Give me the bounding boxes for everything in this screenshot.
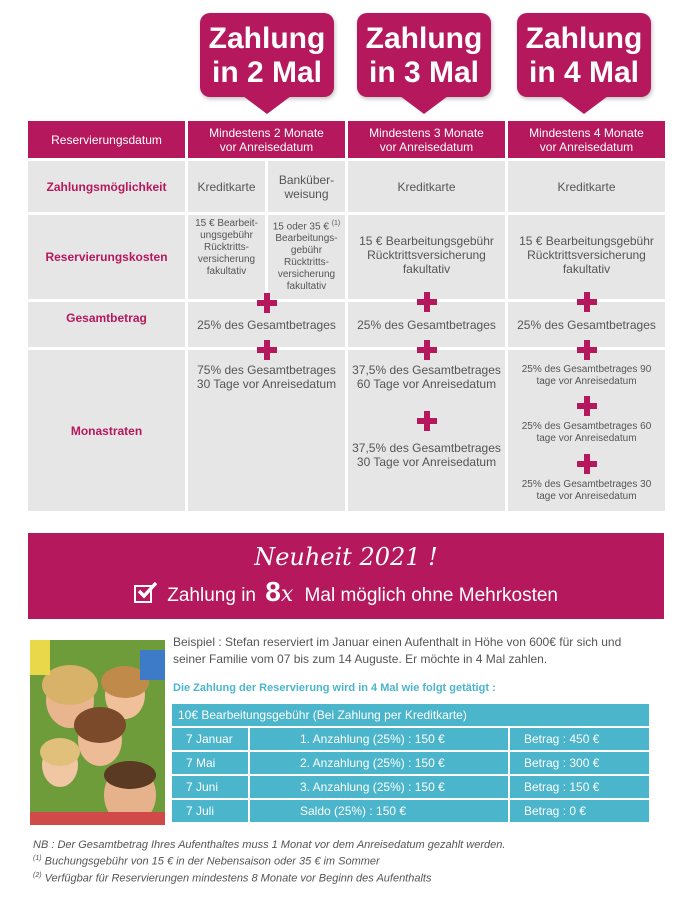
plan-badge-line2: in 4 Mal — [528, 56, 640, 89]
table-row — [172, 800, 649, 822]
zahlung-ueberweisung-2: Banküber-weisung — [268, 161, 345, 212]
gesamt-2: 25% des Gesamtbetrages — [188, 302, 345, 347]
row-label-gesamt: Gesamtbetrag — [28, 302, 185, 347]
plus-icon — [417, 411, 437, 431]
kosten-2b-prefix: 15 oder 35 € — [272, 221, 329, 233]
row-date: 7 Januar — [186, 732, 233, 746]
row-desc: Saldo (25%) : 150 € — [300, 804, 407, 818]
table-row — [172, 752, 649, 774]
plus-icon — [417, 292, 437, 312]
kosten-4: 15 € Bearbeitungsgebühr Rücktrittsversicherung fakultativ — [508, 215, 665, 299]
note-2 — [33, 872, 653, 885]
note-1-text: Buchungsgebühr von 15 € in der Nebensaison oder 35 € im Sommer — [44, 855, 380, 868]
monat-4a-text: 25% des Gesamtbetrages 90 tage vor Anreisedatum — [521, 364, 652, 387]
plus-icon — [257, 340, 277, 360]
header-col-4: Mindestens 4 Monate vor Anreisedatum — [508, 121, 665, 158]
banner-number: 8 — [265, 576, 281, 607]
plan-badge-line1: Zahlung — [208, 22, 326, 55]
banner-line — [28, 577, 664, 611]
note-2-text: Verfügbar für Reservierungen mindestens 8 Monate vor Beginn des Aufenthalts — [44, 872, 432, 885]
row-label-zahlung: Zahlungsmöglichkeit — [28, 161, 185, 212]
checkbox-icon — [134, 585, 152, 603]
header-label: Reservierungsdatum — [28, 121, 185, 158]
kosten-2a: 15 € Bearbeit-ungsgebühr Rücktritts-versicherung fakultativ — [188, 215, 265, 299]
zahlung-kreditkarte-3: Kreditkarte — [348, 161, 505, 212]
kosten-2b-sup: (1) — [331, 220, 341, 227]
example-subtitle: Die Zahlung der Reservierung wird in 4 Mal wie folgt getätigt : — [173, 682, 496, 694]
plus-icon — [577, 340, 597, 360]
monat-3a-text: 37,5% des Gesamtbetrages 60 Tage vor Anreisedatum — [352, 363, 501, 391]
plus-icon — [577, 454, 597, 474]
header-col-3: Mindestens 3 Monate vor Anreisedatum — [348, 121, 505, 158]
kosten-2b-rest: Bearbeitungs-gebühr Rücktritts-versicherung fakultativ — [275, 233, 338, 293]
plus-icon — [577, 292, 597, 312]
payment-header-text: 10€ Bearbeitungsgebühr (Bei Zahlung per Kreditkarte) — [178, 708, 467, 722]
monat-3b-text: 37,5% des Gesamtbetrages 30 Tage vor Anreisedatum — [352, 441, 501, 469]
monat-4c-text: 25% des Gesamtbetrages 30 tage vor Anreisedatum — [521, 479, 652, 502]
note-1-mark: (1) — [33, 855, 42, 862]
row-label-kosten: Reservierungskosten — [28, 215, 185, 299]
note-nb: NB : Der Gesamtbetrag Ihres Aufenthaltes muss 1 Monat vor dem Anreisedatum gezahlt werden. — [33, 839, 506, 851]
plan-badge-line1: Zahlung — [365, 22, 483, 55]
row-date: 7 Juni — [186, 780, 219, 794]
row-amount: Betrag : 450 € — [524, 732, 600, 746]
example-text: Beispiel : Stefan reserviert im Januar einen Aufenthalt in Höhe von 600€ für sich und seiner Familie vom 07 bis zum 14 Auguste. Er möchte in 4 Mal zahlen. — [173, 635, 622, 666]
row-date: 7 Juli — [186, 804, 215, 818]
zahlung-kreditkarte-2: Kreditkarte — [188, 161, 265, 212]
plan-badge-2 — [200, 13, 334, 97]
monat-4b-text: 25% des Gesamtbetrages 60 tage vor Anreisedatum — [521, 421, 652, 444]
family-photo — [30, 640, 165, 825]
banner-text-before: Zahlung in — [167, 585, 256, 606]
news-banner — [28, 533, 664, 619]
banner-text-after: Mal möglich ohne Mehrkosten — [304, 585, 559, 606]
kosten-2b — [268, 215, 345, 299]
plus-icon — [257, 293, 277, 313]
note-2-mark: (2) — [33, 872, 42, 879]
row-desc: 2. Anzahlung (25%) : 150 € — [300, 756, 445, 770]
plan-badge-4 — [517, 13, 651, 97]
row-label-monat: Monastraten — [28, 350, 185, 511]
row-desc: 1. Anzahlung (25%) : 150 € — [300, 732, 445, 746]
header-col-2: Mindestens 2 Monate vor Anreisedatum — [188, 121, 345, 158]
banner-x: x — [280, 582, 294, 607]
plan-badge-line2: in 2 Mal — [211, 56, 323, 89]
row-date: 7 Mai — [186, 756, 216, 770]
row-amount: Betrag : 150 € — [524, 780, 600, 794]
table-row — [172, 728, 649, 750]
row-amount: Betrag : 300 € — [524, 756, 600, 770]
plus-icon — [577, 396, 597, 416]
plan-badge-3 — [357, 13, 491, 97]
kosten-3: 15 € Bearbeitungsgebühr Rücktrittsversicherung fakultativ — [348, 215, 505, 299]
row-amount: Betrag : 0 € — [524, 804, 587, 818]
payment-table-header — [172, 704, 649, 726]
payment-table — [172, 704, 649, 824]
plan-badge-line2: in 3 Mal — [368, 56, 480, 89]
gesamt-3: 25% des Gesamtbetrages — [348, 302, 505, 347]
gesamt-4: 25% des Gesamtbetrages — [508, 302, 665, 347]
monat-2-text: 75% des Gesamtbetrages 30 Tage vor Anreisedatum — [196, 363, 337, 391]
zahlung-kreditkarte-4: Kreditkarte — [508, 161, 665, 212]
row-desc: 3. Anzahlung (25%) : 150 € — [300, 780, 445, 794]
note-1 — [33, 855, 653, 868]
banner-title: Neuheit 2021 ! — [254, 543, 438, 571]
table-row — [172, 776, 649, 798]
plan-badge-line1: Zahlung — [525, 22, 643, 55]
plus-icon — [417, 340, 437, 360]
